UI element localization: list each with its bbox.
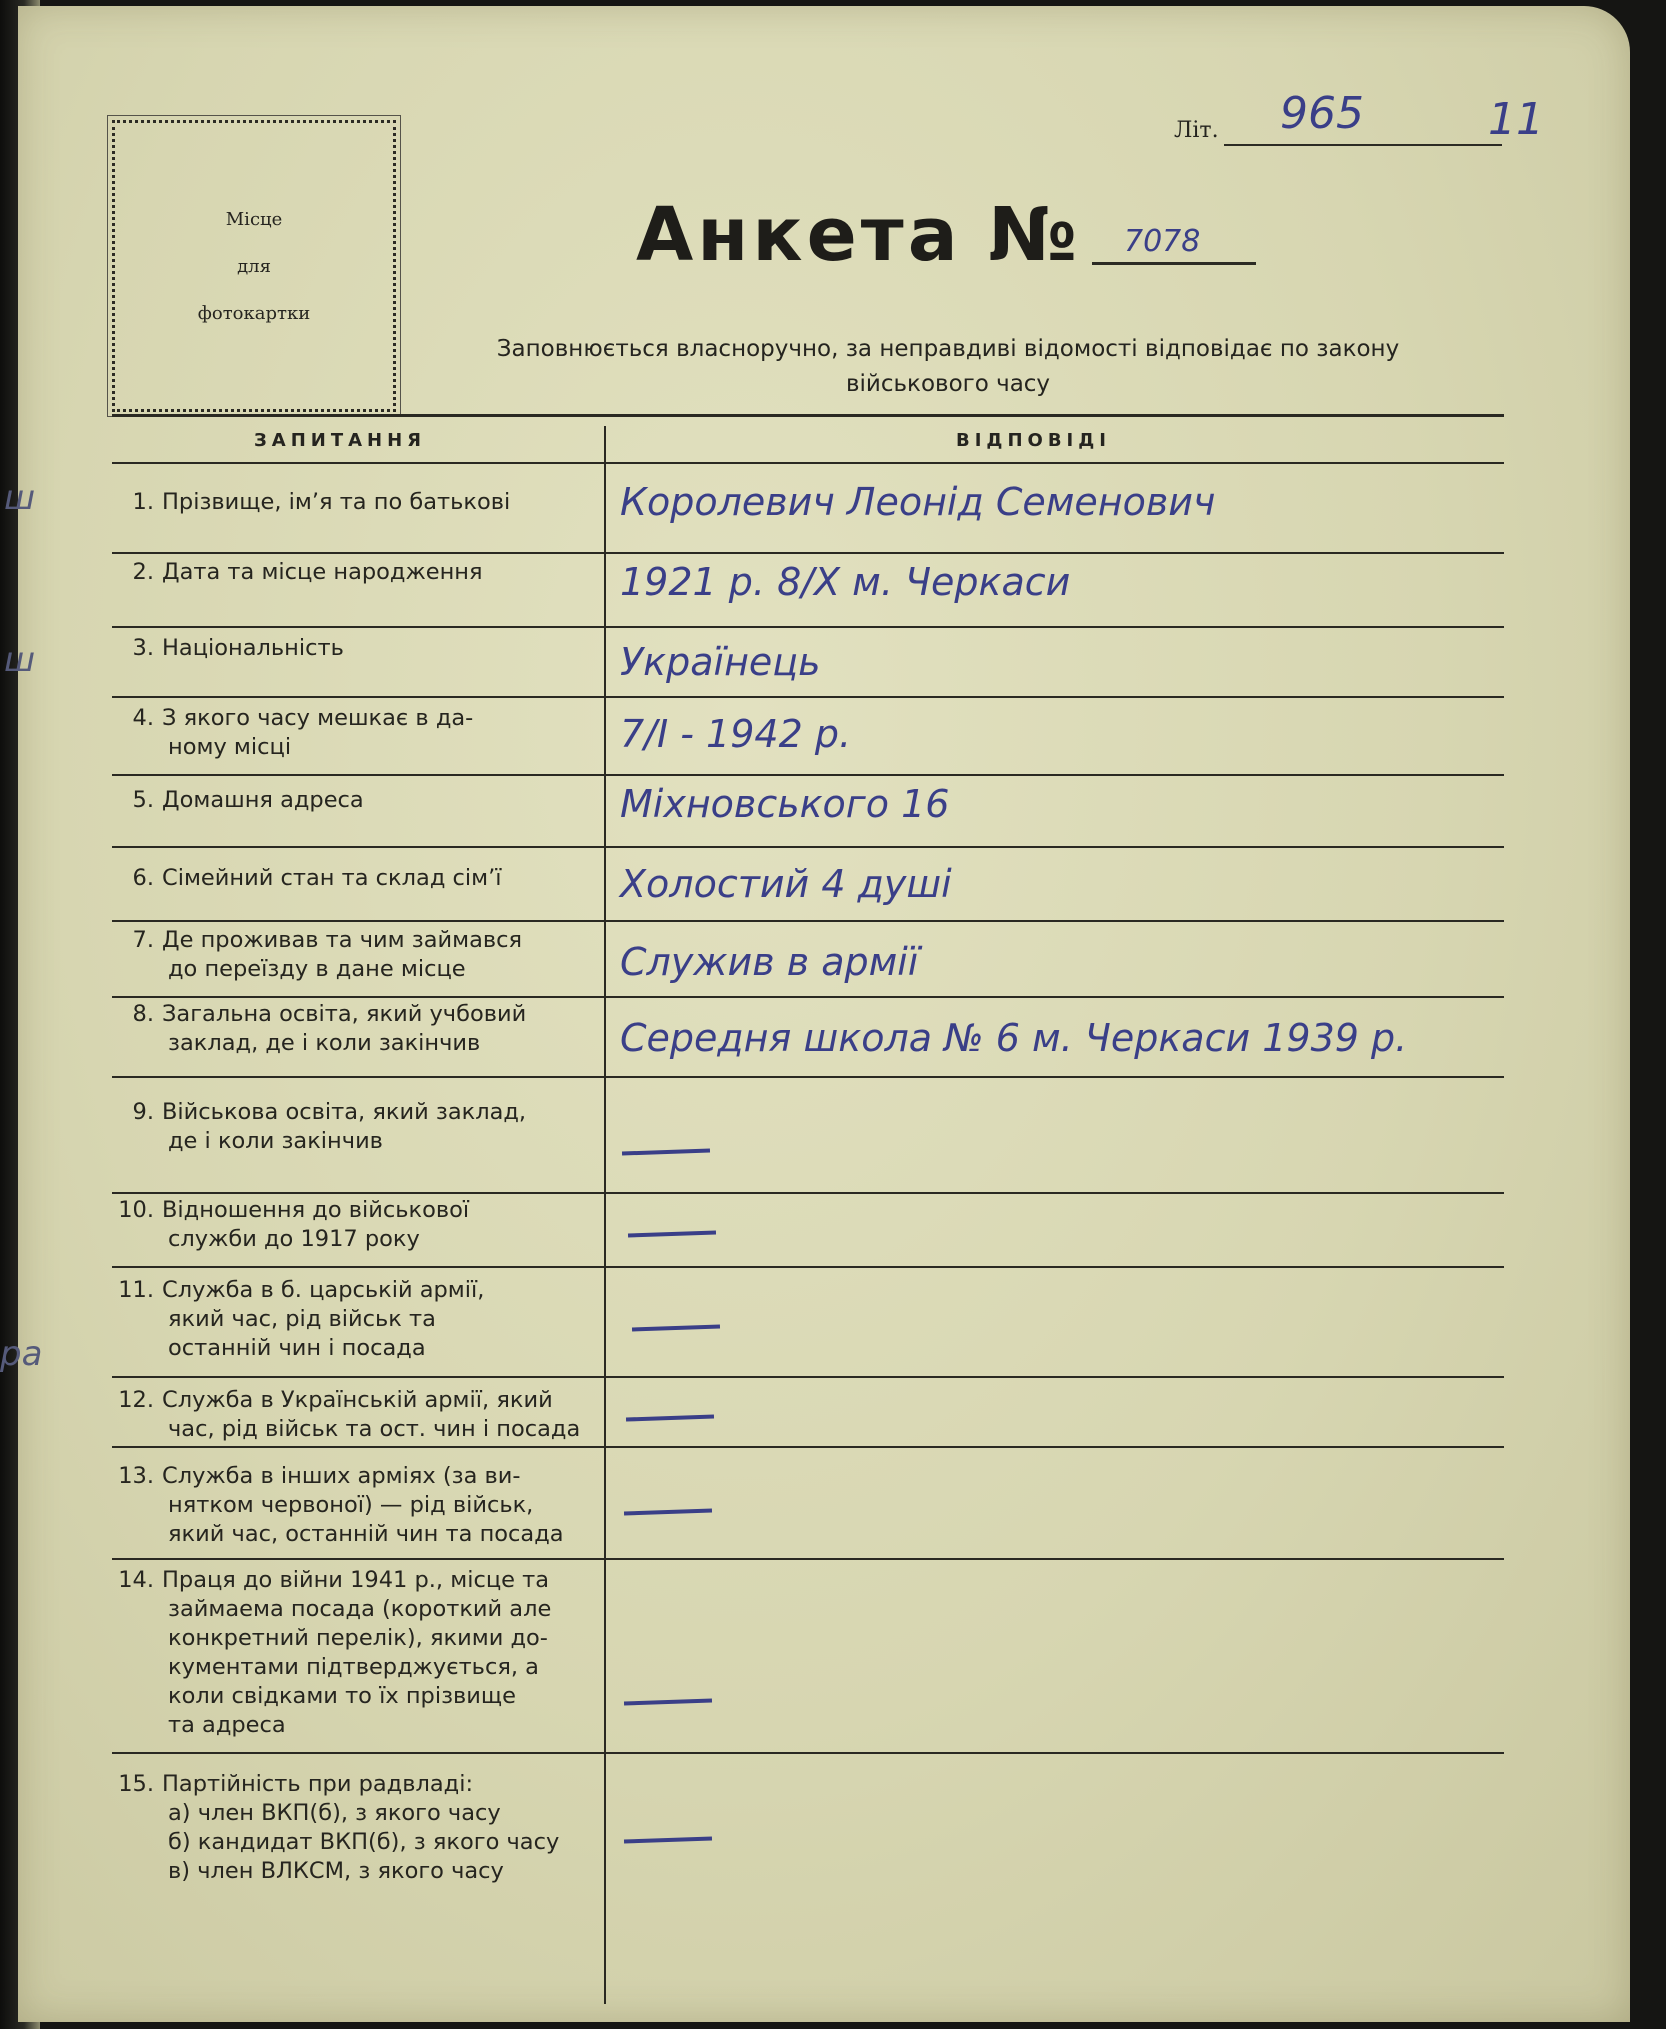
- question-12: [118, 1386, 604, 1444]
- sheet-number: 11: [1488, 94, 1544, 145]
- question-text: який час, останній чин та посада: [168, 1521, 564, 1547]
- question-text: який час, рід військ та: [168, 1306, 436, 1332]
- header-bottom-rule: [112, 462, 1504, 464]
- form-number: 7078: [1124, 224, 1201, 259]
- question-text: 5. Домашня адреса: [118, 786, 604, 815]
- questions-header: ЗАПИТАННЯ: [254, 430, 427, 451]
- question-13: [118, 1462, 604, 1549]
- question-text: заклад, де і коли закінчив: [168, 1030, 481, 1056]
- answer-3: Українець: [620, 640, 821, 684]
- row-separator: [112, 1558, 1504, 1560]
- question-text: 3. Національність: [118, 634, 604, 663]
- question-text: 15. Партійність при радвладі:: [118, 1771, 474, 1797]
- question-number: 13.: [118, 1463, 154, 1489]
- answer-8: Середня школа № 6 м. Черкаси 1939 р.: [620, 1016, 1408, 1060]
- photo-label: для: [237, 255, 271, 277]
- question-number: 15.: [118, 1771, 154, 1797]
- lit-underline: [1224, 144, 1502, 146]
- question-2: [118, 558, 604, 587]
- question-7: [118, 926, 604, 984]
- row-separator: [112, 1446, 1504, 1448]
- question-number: 10.: [118, 1197, 154, 1223]
- answer-7: Служив в армії: [620, 940, 919, 984]
- question-text: ному місці: [168, 734, 292, 760]
- answers-header: ВІДПОВІДІ: [956, 430, 1111, 451]
- photo-label: Місце: [225, 208, 283, 230]
- question-number: 11.: [118, 1277, 154, 1303]
- question-number: 4.: [132, 705, 154, 731]
- row-separator: [112, 920, 1504, 922]
- row-separator: [112, 696, 1504, 698]
- question-number: 5.: [132, 787, 154, 813]
- photo-placeholder: [112, 120, 396, 412]
- question-4: [118, 704, 604, 762]
- question-number: 9.: [132, 1099, 154, 1125]
- lit-number: 965: [1280, 88, 1364, 139]
- question-15: [118, 1770, 604, 1886]
- question-text: до переїзду в дане місце: [168, 956, 466, 982]
- instructions-line: військового часу: [845, 371, 1051, 397]
- question-text: 8. Загальна освіта, який учбовий: [118, 1000, 604, 1029]
- question-text: коли свідками то їх прізвище: [168, 1683, 516, 1709]
- header-top-rule: [112, 414, 1504, 417]
- question-text: кументами підтверджується, а: [168, 1654, 539, 1680]
- question-text: б) кандидат ВКП(б), з якого часу: [168, 1829, 560, 1855]
- margin-scrawl: ш: [4, 478, 36, 518]
- question-number: 8.: [132, 1001, 154, 1027]
- column-divider: [604, 426, 606, 2004]
- question-text: та адреса: [168, 1712, 286, 1738]
- question-text: 13. Служба в інших арміях (за ви-: [118, 1463, 521, 1489]
- form-number-underline: [1092, 262, 1256, 265]
- question-text: останній чин і посада: [168, 1335, 426, 1361]
- question-text: 2. Дата та місце народження: [118, 558, 604, 587]
- question-text: служби до 1917 року: [168, 1226, 420, 1252]
- answer-4: 7/I - 1942 р.: [620, 712, 852, 756]
- question-text: 9. Військова освіта, який заклад,: [118, 1098, 604, 1127]
- row-separator: [112, 626, 1504, 628]
- question-text: конкретний перелік), якими до-: [168, 1625, 548, 1651]
- margin-scrawl: ш: [4, 640, 36, 680]
- row-separator: [112, 552, 1504, 554]
- answer-1: Королевич Леонід Семенович: [620, 480, 1216, 524]
- row-separator: [112, 1266, 1504, 1268]
- question-number: 3.: [132, 635, 154, 661]
- question-text: а) член ВКП(б), з якого часу: [168, 1800, 501, 1826]
- row-separator: [112, 1752, 1504, 1754]
- question-text: 1. Прізвище, ім’я та по батькові: [118, 488, 604, 517]
- question-number: 14.: [118, 1567, 154, 1593]
- photo-label: фотокартки: [197, 302, 311, 324]
- question-text: де і коли закінчив: [168, 1128, 383, 1154]
- row-separator: [112, 1376, 1504, 1378]
- question-number: 12.: [118, 1387, 154, 1413]
- answer-6: Холостий 4 душі: [620, 862, 952, 906]
- question-text: 7. Де проживав та чим займався: [118, 926, 604, 955]
- question-text: 4. З якого часу мешкає в да-: [118, 704, 604, 733]
- question-9: [118, 1098, 604, 1156]
- question-text: 14. Праця до війни 1941 р., місце та: [118, 1567, 550, 1593]
- question-text: займаема посада (короткий але: [168, 1596, 552, 1622]
- number-sign: №: [988, 192, 1078, 278]
- question-6: [118, 864, 604, 893]
- row-separator: [112, 996, 1504, 998]
- question-3: [118, 634, 604, 663]
- question-text: 10. Відношення до військової: [118, 1197, 470, 1223]
- question-5: [118, 786, 604, 815]
- question-text: 6. Сімейний стан та склад сім’ї: [118, 864, 604, 893]
- answer-5: Міхновського 16: [620, 782, 950, 826]
- row-separator: [112, 846, 1504, 848]
- question-number: 2.: [132, 559, 154, 585]
- question-number: 6.: [132, 865, 154, 891]
- margin-scrawl: ра: [0, 1334, 43, 1374]
- form-instructions: [408, 332, 1488, 402]
- answer-2: 1921 р. 8/X м. Черкаси: [620, 560, 1071, 604]
- question-text: 11. Служба в б. царській армії,: [118, 1277, 485, 1303]
- instructions-line: Заповнюється власноручно, за неправдиві відомості відповідає по закону: [496, 336, 1400, 362]
- row-separator: [112, 1076, 1504, 1078]
- lit-label: Літ.: [1174, 118, 1219, 143]
- form-title: Анкета: [636, 192, 962, 278]
- question-text: в) член ВЛКСМ, з якого часу: [168, 1858, 504, 1884]
- row-separator: [112, 774, 1504, 776]
- question-14: [118, 1566, 604, 1740]
- row-separator: [112, 1192, 1504, 1194]
- question-text: 12. Служба в Українській армії, який: [118, 1387, 553, 1413]
- question-1: [118, 488, 604, 517]
- question-11: [118, 1276, 604, 1363]
- question-number: 1.: [132, 489, 154, 515]
- question-text: нятком червоної) — рід військ,: [168, 1492, 534, 1518]
- question-text: час, рід військ та ост. чин і посада: [168, 1416, 581, 1442]
- question-8: [118, 1000, 604, 1058]
- question-number: 7.: [132, 927, 154, 953]
- question-10: [118, 1196, 604, 1254]
